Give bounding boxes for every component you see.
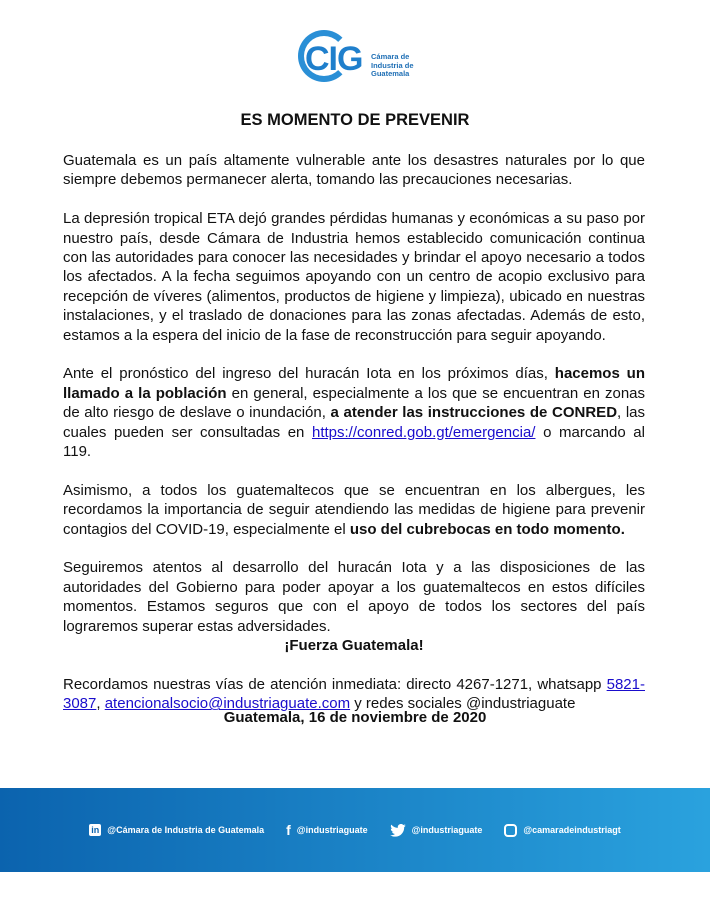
twitter-icon	[390, 824, 406, 837]
facebook-icon: f	[286, 822, 291, 838]
bold-text: a atender las instrucciones de CONRED	[330, 404, 618, 422]
twitter-item[interactable]	[390, 824, 483, 837]
text: o marcando al 119.	[63, 423, 645, 461]
facebook-item[interactable]	[286, 822, 367, 838]
text: en general, especialmente a los que se encuentran en zonas de alto riesgo de deslave o inundación,	[63, 384, 646, 422]
conred-link[interactable]: https://conred.gob.gt/emergencia/	[311, 423, 536, 441]
letter-body	[63, 151, 645, 733]
date: Guatemala, 16 de noviembre de 2020	[223, 709, 487, 726]
instagram-icon	[504, 824, 517, 837]
paragraph-2: La depresión tropical ETA dejó grandes pérdidas humanas y económicas a su paso por nuestro país, desde Cámara de Industria hemos establecido comunicación continua con las autoridades para conocer las necesidades y brindar el apoyo necesario a todos los afectados. A la fecha seguimos apoyando con un centro de acopio exclusivo para recepción de víveres (alimentos, productos de higiene y limpieza), ubicado en nuestras instalaciones, y el traslado de donaciones para las zonas afectadas. Además de esto, estamos a la espera del inicio de la fase de reconstrucción para seguir apoyando.	[63, 210, 645, 344]
text: Ante el pronóstico del ingreso del huracán Iota en los próximos días,	[63, 365, 555, 383]
logo-name	[371, 53, 414, 79]
facebook-handle: @industriaguate	[296, 825, 368, 835]
instagram-item[interactable]	[504, 824, 620, 837]
text: , las cuales pueden ser consultadas en	[63, 404, 645, 441]
paragraph-4	[63, 481, 645, 539]
paragraph-5: Seguiremos atentos al desarrollo del huracán Iota y a las disposiciones de las autoridades del Gobierno para poder apoyar a los guatemaltecos en estos difíciles momentos. Estamos seguros que con el apoyo de todos los sectores del país lograremos superar estas adversidades.	[63, 559, 645, 635]
linkedin-item[interactable]	[89, 824, 264, 836]
paragraph-1: Guatemala es un país altamente vulnerable ante los desastres naturales por lo que siempre debemos permanecer alerta, tomando las precauciones necesarias.	[63, 152, 645, 189]
slogan: ¡Fuerza Guatemala!	[284, 637, 424, 655]
email-link[interactable]: atencionalsocio@industriaguate.com	[104, 695, 351, 713]
bold-text: hacemos un llamado a la población	[63, 365, 646, 402]
linkedin-handle: @Cámara de Industria de Guatemala	[107, 825, 265, 835]
footer-social-bar	[0, 788, 710, 872]
text: y redes sociales @industriaguate	[350, 695, 576, 713]
logo-line: Industria de	[371, 60, 414, 70]
paragraph-3	[63, 364, 645, 461]
logo-line: Guatemala	[371, 69, 410, 78]
text: Recordamos nuestras vías de atención inmediata: directo 4267-1271, whatsapp	[63, 675, 607, 693]
paragraph-6	[63, 675, 645, 714]
whatsapp-link[interactable]: 5821-3087	[63, 675, 645, 713]
logo-line: Cámara de	[371, 52, 410, 61]
instagram-handle: @camaradeindustriagt	[523, 825, 621, 835]
text: Asimismo, a todos los guatemaltecos que se encuentran en los albergues, les recordamos la importancia de seguir atendiendo las medidas de higiene para prevenir contagios del COVID-19, especialmente el	[63, 481, 645, 538]
bold-text: uso del cubrebocas en todo momento.	[349, 520, 625, 538]
page-title: ES MOMENTO DE PREVENIR	[240, 111, 470, 129]
logo-mark: CIG	[305, 40, 363, 78]
twitter-handle: @industriaguate	[411, 825, 483, 835]
linkedin-icon: in	[91, 825, 100, 835]
text: ,	[96, 695, 105, 713]
